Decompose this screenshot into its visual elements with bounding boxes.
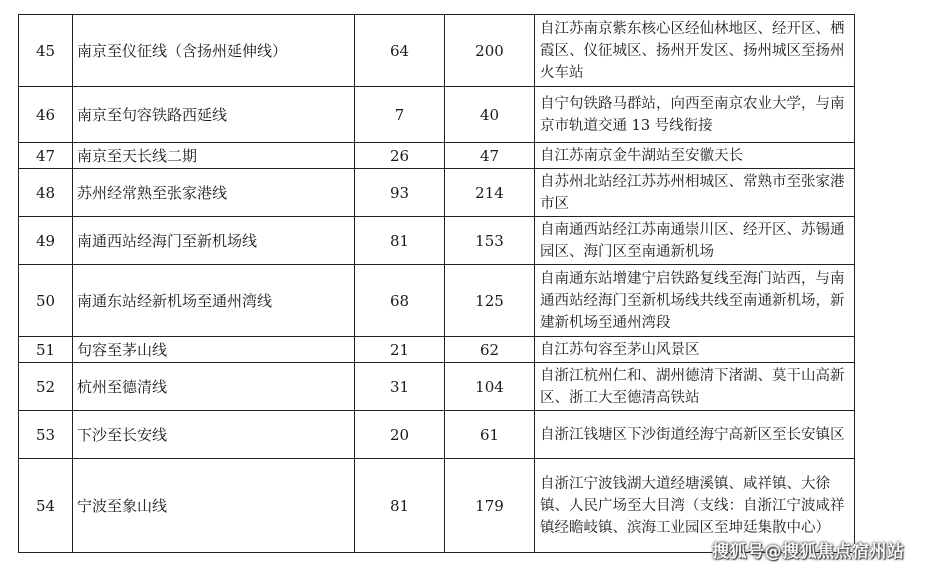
route-description: 自南通东站增建宁启铁路复线至海门站西，与南通西站经海门至新机场线共线至南通新机场，新建新机场至通州湾段: [535, 265, 855, 337]
route-description: 自江苏南京金牛湖站至安徽天长: [535, 143, 855, 169]
route-description: 自南通西站经江苏南通崇川区、经开区、苏锡通园区、海门区至南通新机场: [535, 217, 855, 265]
length-value: 31: [355, 363, 445, 411]
length-value: 20: [355, 411, 445, 459]
line-name: 南通东站经新机场至通州湾线: [73, 265, 355, 337]
row-number: 48: [19, 169, 73, 217]
line-name: 南京至句容铁路西延线: [73, 87, 355, 143]
line-name: 苏州经常熟至张家港线: [73, 169, 355, 217]
investment-value: 200: [445, 15, 535, 87]
row-number: 45: [19, 15, 73, 87]
line-name: 句容至茅山线: [73, 337, 355, 363]
investment-value: 214: [445, 169, 535, 217]
route-description: 自苏州北站经江苏苏州相城区、常熟市至张家港市区: [535, 169, 855, 217]
row-number: 50: [19, 265, 73, 337]
length-value: 68: [355, 265, 445, 337]
line-name: 宁波至象山线: [73, 459, 355, 553]
table-row: [19, 217, 855, 265]
line-name: 杭州至德清线: [73, 363, 355, 411]
line-name: 南京至仪征线（含扬州延伸线）: [73, 15, 355, 87]
table-row: [19, 411, 855, 459]
length-value: 93: [355, 169, 445, 217]
route-description: 自江苏南京紫东核心区经仙林地区、经开区、栖霞区、仪征城区、扬州开发区、扬州城区至扬州火车站: [535, 15, 855, 87]
table-row: [19, 87, 855, 143]
length-value: 26: [355, 143, 445, 169]
table-row: [19, 265, 855, 337]
length-value: 81: [355, 217, 445, 265]
length-value: 64: [355, 15, 445, 87]
row-number: 51: [19, 337, 73, 363]
investment-value: 40: [445, 87, 535, 143]
watermark: 搜狐号@搜狐焦点宿州站: [712, 542, 905, 562]
route-description: 自浙江宁波钱湖大道经塘溪镇、咸祥镇、大徐镇、人民广场至大目湾（支线：自浙江宁波咸祥镇经瞻岐镇、滨海工业园区至坤廷集散中心）: [535, 459, 855, 553]
route-description: 自浙江杭州仁和、湖州德清下渚湖、莫干山高新区、浙工大至德清高铁站: [535, 363, 855, 411]
table-body: [19, 15, 855, 553]
route-description: 自浙江钱塘区下沙街道经海宁高新区至长安镇区: [535, 411, 855, 459]
table-row: [19, 143, 855, 169]
line-name: 南通西站经海门至新机场线: [73, 217, 355, 265]
row-number: 54: [19, 459, 73, 553]
row-number: 49: [19, 217, 73, 265]
rail-lines-table: [18, 14, 855, 553]
line-name: 南京至天长线二期: [73, 143, 355, 169]
investment-value: 125: [445, 265, 535, 337]
row-number: 52: [19, 363, 73, 411]
table-row: [19, 169, 855, 217]
investment-value: 104: [445, 363, 535, 411]
length-value: 81: [355, 459, 445, 553]
table-row: [19, 337, 855, 363]
table-row: [19, 363, 855, 411]
row-number: 46: [19, 87, 73, 143]
investment-value: 61: [445, 411, 535, 459]
line-name: 下沙至长安线: [73, 411, 355, 459]
row-number: 47: [19, 143, 73, 169]
investment-value: 153: [445, 217, 535, 265]
length-value: 21: [355, 337, 445, 363]
route-description: 自宁句铁路马群站，向西至南京农业大学，与南京市轨道交通 13 号线衔接: [535, 87, 855, 143]
row-number: 53: [19, 411, 73, 459]
investment-value: 179: [445, 459, 535, 553]
length-value: 7: [355, 87, 445, 143]
investment-value: 62: [445, 337, 535, 363]
route-description: 自江苏句容至茅山风景区: [535, 337, 855, 363]
investment-value: 47: [445, 143, 535, 169]
table-row: [19, 15, 855, 87]
